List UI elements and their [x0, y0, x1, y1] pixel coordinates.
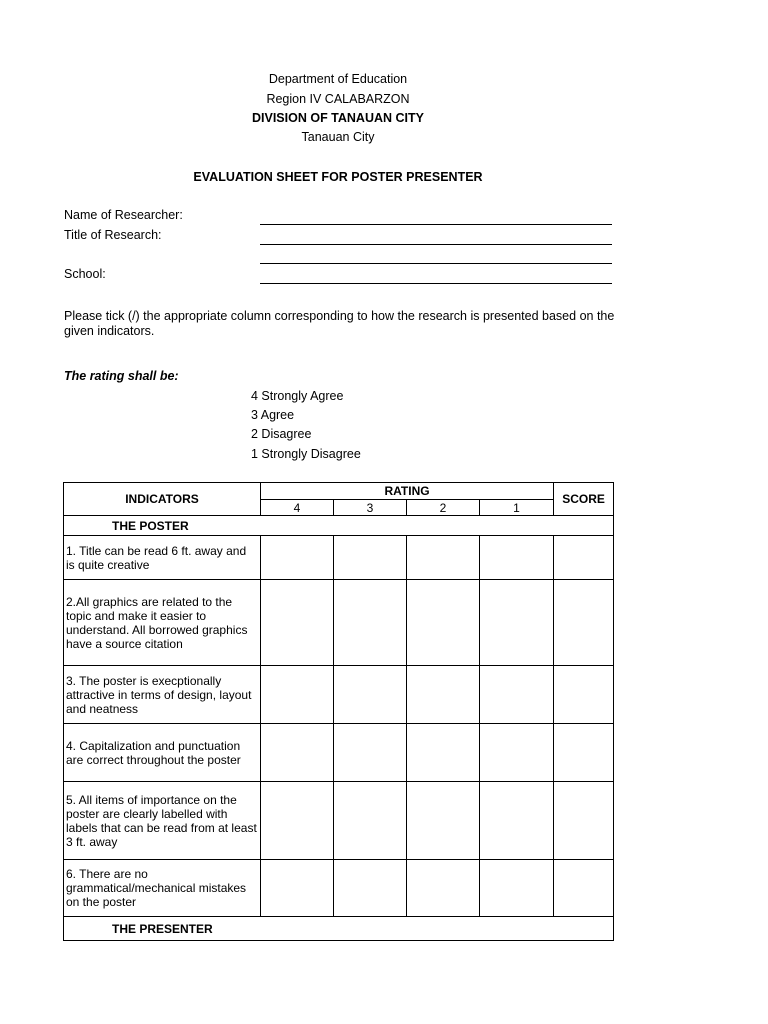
section-label-presenter: THE PRESENTER	[64, 917, 614, 941]
header-city: Tanauan City	[301, 130, 375, 144]
indicator-cell: 3. The poster is execptionally attractive in terms of design, layout and neatness	[64, 666, 261, 724]
document-title: EVALUATION SHEET FOR POSTER PRESENTER	[193, 170, 483, 184]
indicators-header: INDICATORS	[64, 483, 261, 516]
score-cell[interactable]	[554, 666, 614, 724]
evaluation-table	[63, 482, 614, 941]
header-division: DIVISION OF TANAUAN CITY	[252, 111, 424, 125]
table-row	[64, 782, 614, 860]
rating-3-cell[interactable]	[334, 666, 407, 724]
rating-2-cell[interactable]	[407, 724, 480, 782]
score-header: SCORE	[554, 483, 614, 516]
title-of-research-line-1[interactable]	[260, 244, 612, 245]
score-cell[interactable]	[554, 724, 614, 782]
rating-value-2: 2	[407, 500, 480, 516]
rating-2-cell[interactable]	[407, 580, 480, 666]
rating-1-cell[interactable]	[480, 580, 554, 666]
header-region: Region IV CALABARZON	[266, 92, 410, 106]
rating-2-cell[interactable]	[407, 666, 480, 724]
table-row	[64, 580, 614, 666]
title-of-research-line-2[interactable]	[260, 263, 612, 264]
table-row	[64, 860, 614, 917]
rating-3-cell[interactable]	[334, 782, 407, 860]
rating-4-cell[interactable]	[261, 860, 334, 917]
section-label-poster: THE POSTER	[64, 516, 614, 536]
table-header-row	[64, 483, 614, 500]
rating-2-cell[interactable]	[407, 536, 480, 580]
indicator-cell: 1. Title can be read 6 ft. away and is quite creative	[64, 536, 261, 580]
rating-3-cell[interactable]	[334, 860, 407, 917]
rating-1-cell[interactable]	[480, 860, 554, 917]
rating-4-cell[interactable]	[261, 724, 334, 782]
score-cell[interactable]	[554, 580, 614, 666]
indicator-cell: 6. There are no grammatical/mechanical mistakes on the poster	[64, 860, 261, 917]
score-cell[interactable]	[554, 782, 614, 860]
rating-1-cell[interactable]	[480, 724, 554, 782]
scale-item-3: 3 Agree	[251, 408, 295, 422]
rating-4-cell[interactable]	[261, 782, 334, 860]
indicator-cell: 2.All graphics are related to the topic and make it easier to understand. All borrowed graphics have a source citation	[64, 580, 261, 666]
scale-item-4: 4 Strongly Agree	[251, 389, 344, 403]
rating-1-cell[interactable]	[480, 782, 554, 860]
rating-header: RATING	[261, 483, 554, 500]
rating-3-cell[interactable]	[334, 724, 407, 782]
rating-3-cell[interactable]	[334, 536, 407, 580]
table-row	[64, 666, 614, 724]
rating-2-cell[interactable]	[407, 860, 480, 917]
scale-item-2: 2 Disagree	[251, 427, 312, 441]
score-cell[interactable]	[554, 860, 614, 917]
indicator-cell: 5. All items of importance on the poster are clearly labelled with labels that can be read from at least 3 ft. away	[64, 782, 261, 860]
rating-2-cell[interactable]	[407, 782, 480, 860]
rating-value-4: 4	[261, 500, 334, 516]
scale-item-1: 1 Strongly Disagree	[251, 447, 361, 461]
instruction-text: Please tick (/) the appropriate column corresponding to how the research is presented based on the given indicators.	[64, 309, 615, 338]
name-of-researcher-label: Name of Researcher:	[64, 208, 183, 222]
section-row-poster	[64, 516, 614, 536]
section-row-presenter	[64, 917, 614, 941]
rating-4-cell[interactable]	[261, 666, 334, 724]
rating-4-cell[interactable]	[261, 580, 334, 666]
table-row	[64, 724, 614, 782]
rating-value-1: 1	[480, 500, 554, 516]
title-of-research-label: Title of Research:	[64, 228, 162, 242]
indicator-cell: 4. Capitalization and punctuation are correct throughout the poster	[64, 724, 261, 782]
table-row	[64, 536, 614, 580]
school-line[interactable]	[260, 283, 612, 284]
score-cell[interactable]	[554, 536, 614, 580]
rating-4-cell[interactable]	[261, 536, 334, 580]
school-label: School:	[64, 267, 106, 281]
rating-1-cell[interactable]	[480, 666, 554, 724]
rating-1-cell[interactable]	[480, 536, 554, 580]
rating-3-cell[interactable]	[334, 580, 407, 666]
rating-scale-intro: The rating shall be:	[64, 369, 179, 383]
rating-value-3: 3	[334, 500, 407, 516]
header-department: Department of Education	[268, 72, 408, 86]
name-of-researcher-line[interactable]	[260, 224, 612, 225]
